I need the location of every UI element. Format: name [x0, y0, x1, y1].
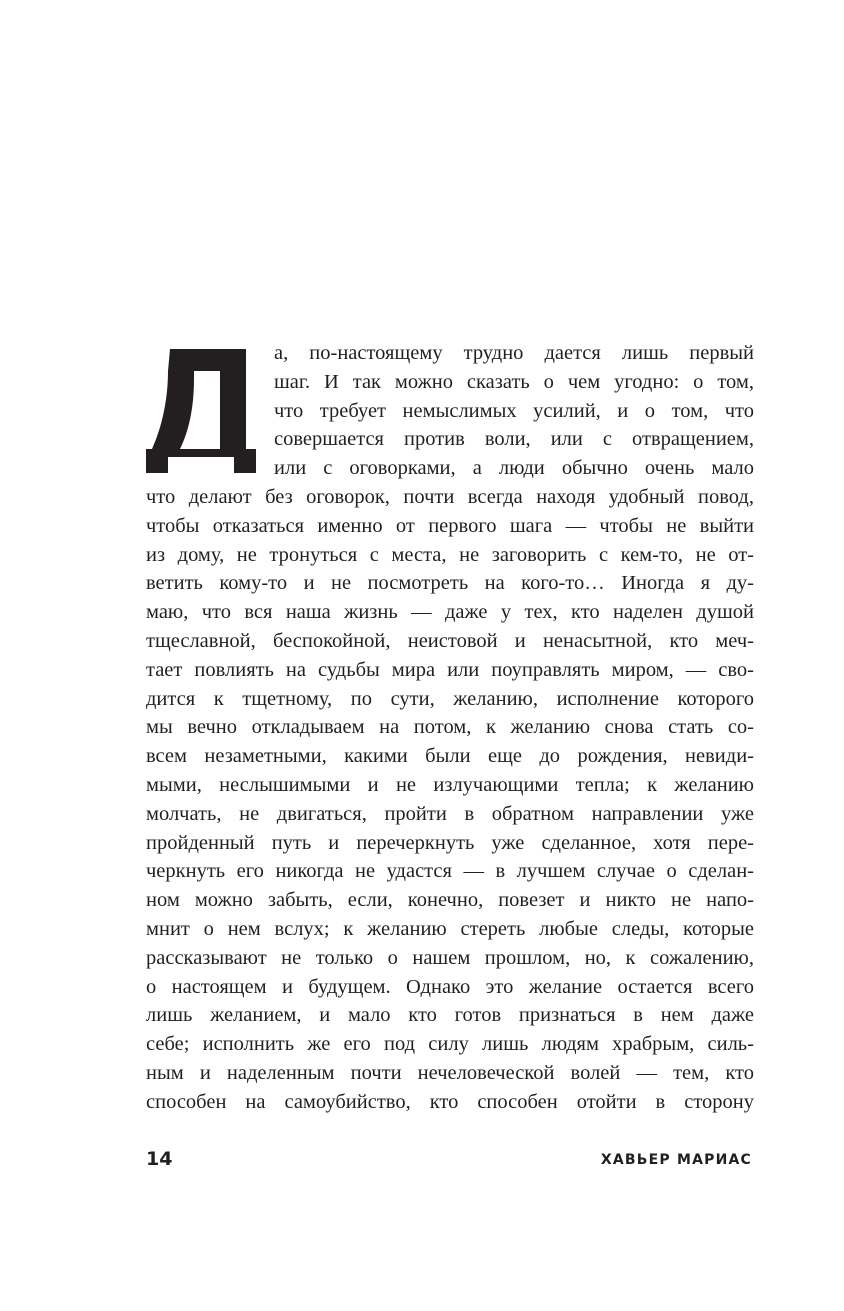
- text-line: из дому, не тронуться с места, не заговорить с кем-то, не от-: [146, 543, 754, 566]
- text-line: себе; исполнить же его под силу лишь людям храбрым, силь-: [146, 1033, 754, 1056]
- text-line: маю, что вся наша жизнь — даже у тех, кто наделен душой: [146, 601, 754, 624]
- text-line: мы вечно откладываем на потом, к желанию снова стать со-: [146, 716, 754, 739]
- text-line: мнит о нем вслух; к желанию стереть любые следы, которые: [146, 917, 754, 940]
- running-footer-author: ХАВЬЕР МАРИАС: [600, 1152, 752, 1168]
- text-line: лишь желанием, и мало кто готов признаться в нем даже: [146, 1004, 754, 1027]
- text-line: тщеславной, беспокойной, неистовой и ненасытной, кто меч-: [146, 629, 754, 652]
- text-line: совершается против воли, или с отвращением,: [274, 428, 754, 451]
- text-line: что делают без оговорок, почти всегда находя удобный повод,: [146, 485, 754, 508]
- text-line: о настоящем и будущем. Однако это желание остается всего: [146, 975, 754, 998]
- text-line: черкнуть его никогда не удастся — в лучшем случае о сделан-: [146, 860, 754, 883]
- text-line: ветить кому-то и не посмотреть на кого-то… Иногда я ду-: [146, 572, 754, 595]
- text-line: способен на самоубийство, кто способен отойти в сторону: [146, 1090, 754, 1113]
- text-line: что требует немыслимых усилий, и о том, что: [274, 399, 754, 422]
- text-line: всем незаметными, какими были еще до рождения, невиди-: [146, 745, 754, 768]
- text-line: ном можно забыть, если, конечно, повезет и никто не напо-: [146, 889, 754, 912]
- text-line: молчать, не двигаться, пройти в обратном направлении уже: [146, 802, 754, 825]
- body-text: [146, 339, 754, 1117]
- text-line: дится к тщетному, по сути, желанию, исполнение которого: [146, 687, 754, 710]
- text-line: пройденный путь и перечеркнуть уже сделанное, хотя пере-: [146, 831, 754, 854]
- text-line: ным и наделенным почти нечеловеческой волей — тем, кто: [146, 1061, 754, 1084]
- page-number: 14: [146, 1148, 173, 1170]
- text-line: шаг. И так можно сказать о чем угодно: о том,: [274, 370, 754, 393]
- text-line: тает повлиять на судьбы мира или поуправлять миром, — сво-: [146, 658, 754, 681]
- text-line: а, по-настоящему трудно дается лишь первый: [274, 342, 754, 364]
- text-line: или с оговорками, а люди обычно очень мало: [274, 457, 754, 480]
- text-line: чтобы отказаться именно от первого шага — чтобы не выйти: [146, 514, 754, 537]
- text-line: рассказывают не только о нашем прошлом, но, к сожалению,: [146, 946, 754, 969]
- text-line: мыми, неслышимыми и не излучающими тепла; к желанию: [146, 773, 754, 796]
